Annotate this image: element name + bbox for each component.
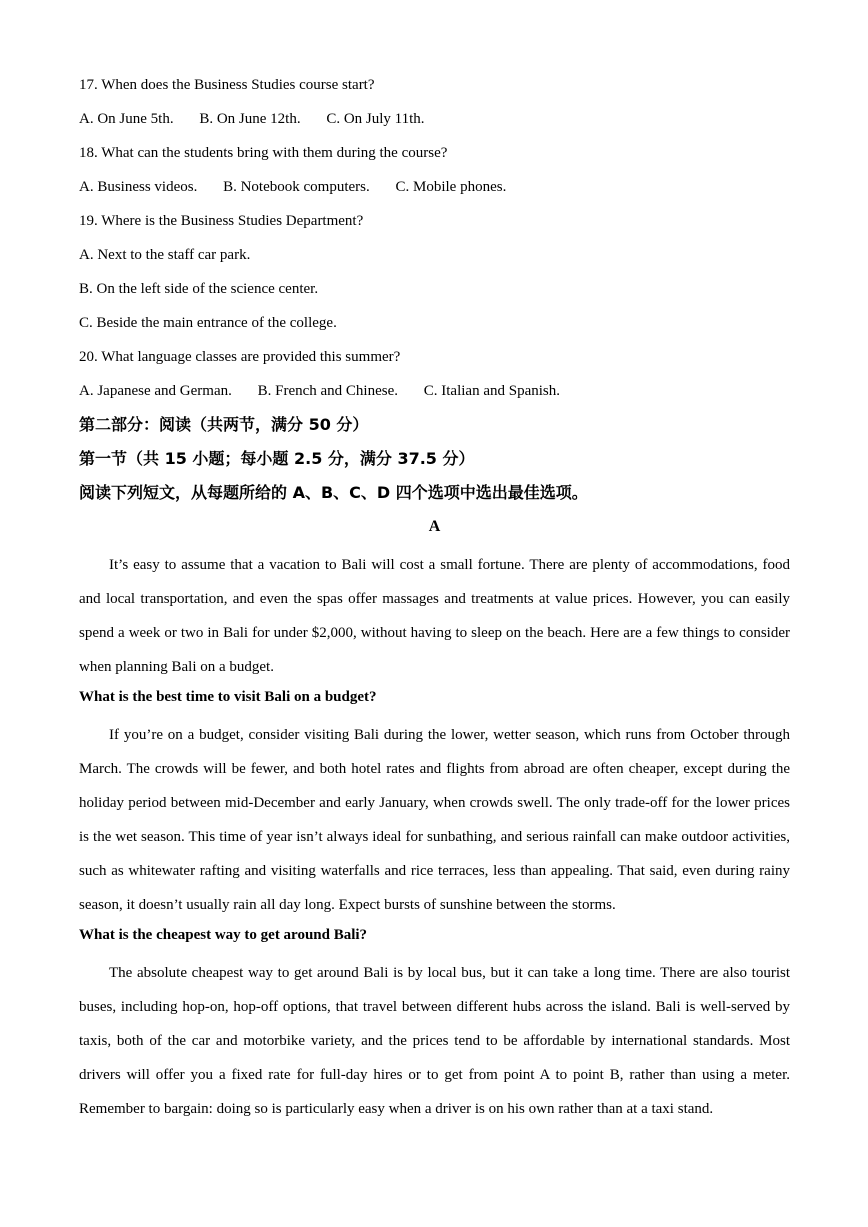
option-b: B. French and Chinese. bbox=[257, 383, 398, 399]
question-20-options bbox=[79, 378, 790, 412]
part-heading: 第二部分：阅读（共两节，满分 50 分） bbox=[79, 415, 369, 434]
question-18: 18. What can the students bring with them during the course? bbox=[79, 145, 448, 161]
option-c: C. On July 11th. bbox=[326, 111, 425, 127]
option-c: C. Beside the main entrance of the college. bbox=[79, 315, 337, 331]
instruction-text: 阅读下列短文，从每题所给的 A、B、C、D 四个选项中选出最佳选项。 bbox=[79, 483, 588, 502]
paragraph-text: The absolute cheapest way to get around Bali is by local bus, but it can take a long time. There are also tourist buses, including hop-on, hop-off options, that travel between different hubs across the island. Bali is well-served by taxis, both of the car and motorbike variety, and the prices tend to be affordable by international standards. Most drivers will offer you a fixed rate for full-day hires or to get from point A to point B, rather than using a meter. Remember to bargain: doing so is particularly easy when a driver is on his own rather than at a taxi stand. bbox=[79, 965, 790, 1117]
option-b: B. On the left side of the science center. bbox=[79, 281, 319, 297]
option-a: A. Next to the staff car park. bbox=[79, 247, 251, 263]
passage-paragraph-2 bbox=[79, 718, 790, 922]
question-18-options bbox=[79, 174, 790, 208]
paragraph-text: It’s easy to assume that a vacation to Bali will cost a small fortune. There are plenty of accommodations, food and local transportation, and even the spas offer massages and treatments at value prices. However, you can easily spend a week or two in Bali for under $2,000, without having to sleep on the beach. Here are a few things to consider when planning Bali on a budget. bbox=[79, 557, 790, 675]
question-19: 19. Where is the Business Studies Department? bbox=[79, 213, 364, 229]
question-17: 17. When does the Business Studies course start? bbox=[79, 77, 375, 93]
option-b: B. On June 12th. bbox=[199, 111, 301, 127]
passage-heading-1: What is the best time to visit Bali on a budget? bbox=[79, 689, 377, 705]
question-17-options bbox=[79, 106, 790, 140]
passage-label: A bbox=[428, 518, 441, 535]
passage-paragraph-1 bbox=[79, 548, 790, 684]
page-content bbox=[79, 72, 790, 1126]
subsection-heading: 第一节（共 15 小题；每小题 2.5 分，满分 37.5 分） bbox=[79, 449, 475, 468]
option-c: C. Mobile phones. bbox=[395, 179, 507, 195]
paragraph-text: If you’re on a budget, consider visiting Bali during the lower, wetter season, which runs from October through March. The crowds will be fewer, and both hotel rates and flights from abroad are often cheaper, except during the holiday period between mid-December and early January, when crowds swell. The only trade-off for the lower prices is the wet season. This time of year isn’t always ideal for sunbathing, and serious rainfall can make outdoor activities, such as whitewater rafting and visiting waterfalls and rice terraces, less than appealing. That said, even during rainy season, it doesn’t usually rain all day long. Expect bursts of sunshine between the storms. bbox=[79, 727, 790, 913]
question-20: 20. What language classes are provided this summer? bbox=[79, 349, 401, 365]
passage-paragraph-3 bbox=[79, 956, 790, 1126]
passage-heading-2: What is the cheapest way to get around Bali? bbox=[79, 927, 368, 943]
option-c: C. Italian and Spanish. bbox=[423, 383, 560, 399]
option-a: A. On June 5th. bbox=[79, 111, 174, 127]
option-b: B. Notebook computers. bbox=[223, 179, 370, 195]
option-a: A. Business videos. bbox=[79, 179, 198, 195]
option-a: A. Japanese and German. bbox=[79, 383, 232, 399]
